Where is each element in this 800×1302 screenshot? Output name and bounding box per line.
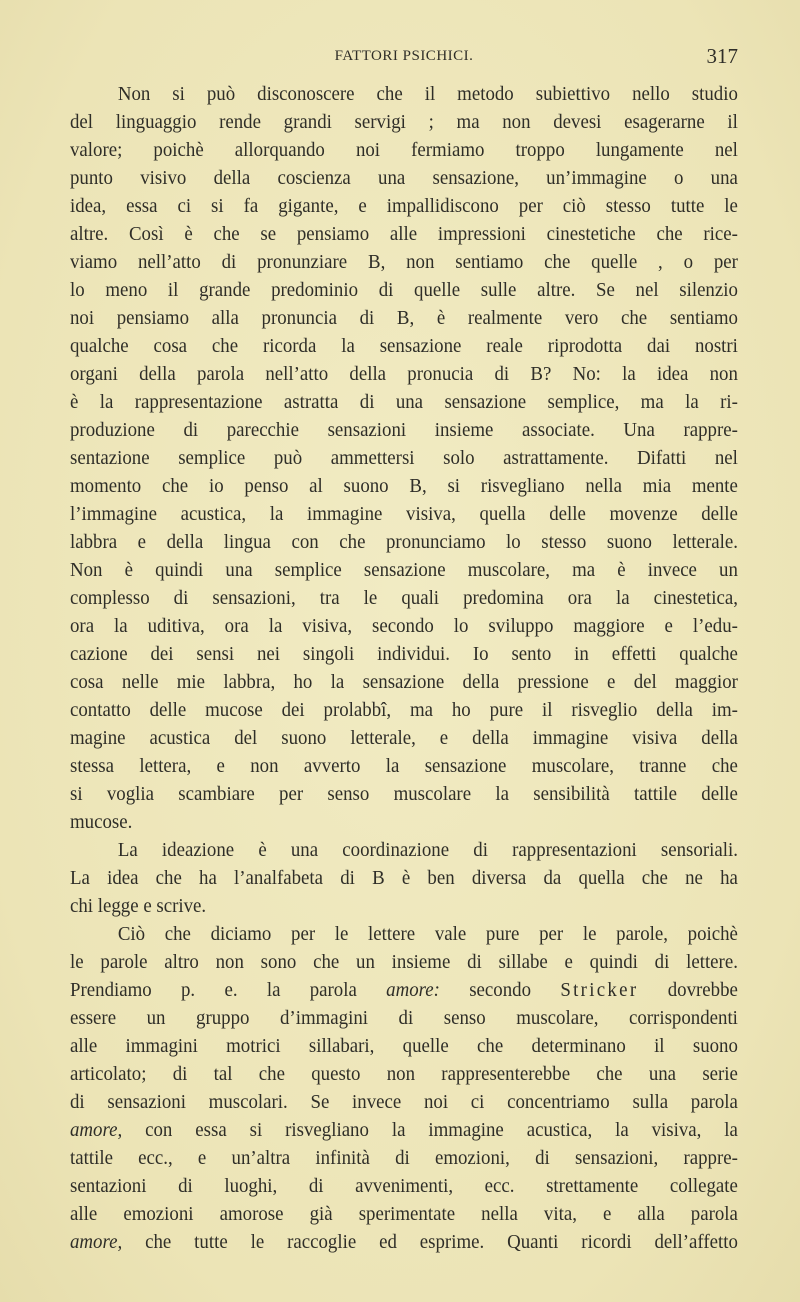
text-line xyxy=(70,360,738,388)
text-line xyxy=(70,472,738,500)
line-text: magine acustica del suono letterale, e della immagine visiva della xyxy=(70,727,738,749)
line-text: Non è quindi una semplice sensazione muscolare, ma è invece un xyxy=(70,559,738,581)
line-text: complesso di sensazioni, tra le quali predomina ora la cinestetica, xyxy=(70,587,738,609)
text-line xyxy=(70,220,738,248)
running-head xyxy=(70,44,738,70)
spaced-name: Stricker xyxy=(560,979,639,1001)
line-text: labbra e della lingua con che pronunciamo lo stesso suono letterale. xyxy=(70,531,738,553)
line-text: secondo xyxy=(439,979,561,1001)
text-line xyxy=(70,1144,738,1172)
line-text: La idea che ha l’analfabeta di B è ben diversa da quella che ne ha xyxy=(70,867,738,889)
text-line xyxy=(70,836,738,864)
text-line xyxy=(70,416,738,444)
line-text: sentazione semplice può ammettersi solo astrattamente. Difatti nel xyxy=(70,447,738,469)
line-text: si voglia scambiare per senso muscolare la sensibilità tattile delle xyxy=(70,783,738,805)
line-text: momento che io penso al suono B, si risvegliano nella mia mente xyxy=(70,475,738,497)
line-text: punto visivo della coscienza una sensazione, un’immagine o una xyxy=(70,167,738,189)
line-text: articolato; di tal che questo non rappresenterebbe che una serie xyxy=(70,1063,738,1085)
text-line xyxy=(70,780,738,808)
text-line xyxy=(70,948,738,976)
text-line xyxy=(70,892,738,920)
line-text: qualche cosa che ricorda la sensazione reale riprodotta dai nostri xyxy=(70,335,738,357)
text-line xyxy=(70,332,738,360)
line-text: è la rappresentazione astratta di una sensazione semplice, ma la ri- xyxy=(70,391,738,413)
text-line xyxy=(70,1172,738,1200)
line-text: Non si può disconoscere che il metodo subiettivo nello studio xyxy=(117,83,738,105)
line-text: noi pensiamo alla pronuncia di B, è realmente vero che sentiamo xyxy=(70,307,738,329)
line-text: con essa si risvegliano la immagine acustica, la visiva, la xyxy=(122,1119,738,1141)
line-text: dovrebbe xyxy=(638,979,738,1001)
line-text: le parole altro non sono che un insieme di sillabe e quindi di lettere. xyxy=(70,951,738,973)
line-text: organi della parola nell’atto della pronucia di B? No: la idea non xyxy=(70,363,738,385)
text-line xyxy=(70,80,738,108)
line-text: cosa nelle mie labbra, ho la sensazione della pressione e del maggior xyxy=(70,671,738,693)
line-text: che tutte le raccoglie ed esprime. Quanti ricordi dell’affetto xyxy=(122,1231,738,1253)
text-line xyxy=(70,864,738,892)
line-text: del linguaggio rende grandi servigi ; ma non devesi esagerarne il xyxy=(70,111,738,133)
line-text: stessa lettera, e non avverto la sensazione muscolare, tranne che xyxy=(70,755,738,777)
line-text: ora la uditiva, ora la visiva, secondo lo sviluppo maggiore e l’edu- xyxy=(70,615,738,637)
text-line xyxy=(70,108,738,136)
text-line xyxy=(70,444,738,472)
line-text: Prendiamo p. e. la parola xyxy=(70,979,387,1001)
text-line xyxy=(70,584,738,612)
body-text xyxy=(70,80,738,1256)
text-line xyxy=(70,1032,738,1060)
text-line xyxy=(70,248,738,276)
text-line xyxy=(70,192,738,220)
text-line xyxy=(70,500,738,528)
text-line xyxy=(70,640,738,668)
line-text: alle emozioni amorose già sperimentate nella vita, e alla parola xyxy=(70,1203,738,1225)
text-line xyxy=(70,1228,738,1256)
line-text: sentazioni di luoghi, di avvenimenti, ecc. strettamente collegate xyxy=(70,1175,738,1197)
line-text: viamo nell’atto di pronunziare B, non sentiamo che quelle , o per xyxy=(70,251,738,273)
italic-word: amore, xyxy=(70,1231,123,1253)
text-line xyxy=(70,976,738,1004)
text-line xyxy=(70,164,738,192)
text-line xyxy=(70,556,738,584)
line-text: tattile ecc., e un’altra infinità di emozioni, di sensazioni, rappre- xyxy=(70,1147,738,1169)
text-line xyxy=(70,276,738,304)
line-text: idea, essa ci si fa gigante, e impallidiscono per ciò stesso tutte le xyxy=(70,195,738,217)
text-line xyxy=(70,1116,738,1144)
page-number: 317 xyxy=(706,44,738,68)
text-line xyxy=(70,808,738,836)
line-text: di sensazioni muscolari. Se invece noi ci concentriamo sulla parola xyxy=(70,1091,738,1113)
line-text: La ideazione è una coordinazione di rappresentazioni sensoriali. xyxy=(117,839,738,861)
text-line xyxy=(70,696,738,724)
line-text: Ciò che diciamo per le lettere vale pure per le parole, poichè xyxy=(117,923,738,945)
line-text: cazione dei sensi nei singoli individui. Io sento in effetti qualche xyxy=(70,643,738,665)
line-text: l’immagine acustica, la immagine visiva, quella delle movenze delle xyxy=(70,503,738,525)
text-line xyxy=(70,1088,738,1116)
text-line xyxy=(70,1060,738,1088)
text-line xyxy=(70,1004,738,1032)
text-line xyxy=(70,752,738,780)
text-line xyxy=(70,528,738,556)
text-line xyxy=(70,724,738,752)
line-text: contatto delle mucose dei prolabbî, ma ho pure il risveglio della im- xyxy=(70,699,738,721)
line-text: chi legge e scrive. xyxy=(70,895,207,917)
text-line xyxy=(70,136,738,164)
line-text: produzione di parecchie sensazioni insieme associate. Una rappre- xyxy=(70,419,738,441)
text-line xyxy=(70,1200,738,1228)
chapter-title: FATTORI PSICHICI. xyxy=(334,48,474,64)
line-text: essere un gruppo d’immagini di senso muscolare, corrispondenti xyxy=(70,1007,738,1029)
text-line xyxy=(70,920,738,948)
italic-word: amore, xyxy=(70,1119,123,1141)
text-line xyxy=(70,668,738,696)
line-text: altre. Così è che se pensiamo alle impressioni cinestetiche che rice- xyxy=(70,223,738,245)
text-line xyxy=(70,304,738,332)
italic-word: amore: xyxy=(386,979,440,1001)
text-line xyxy=(70,388,738,416)
line-text: lo meno il grande predominio di quelle sulle altre. Se nel silenzio xyxy=(70,279,738,301)
line-text: mucose. xyxy=(70,811,133,833)
line-text: alle immagini motrici sillabari, quelle che determinano il suono xyxy=(70,1035,738,1057)
line-text: valore; poichè allorquando noi fermiamo troppo lungamente nel xyxy=(70,139,738,161)
text-line xyxy=(70,612,738,640)
